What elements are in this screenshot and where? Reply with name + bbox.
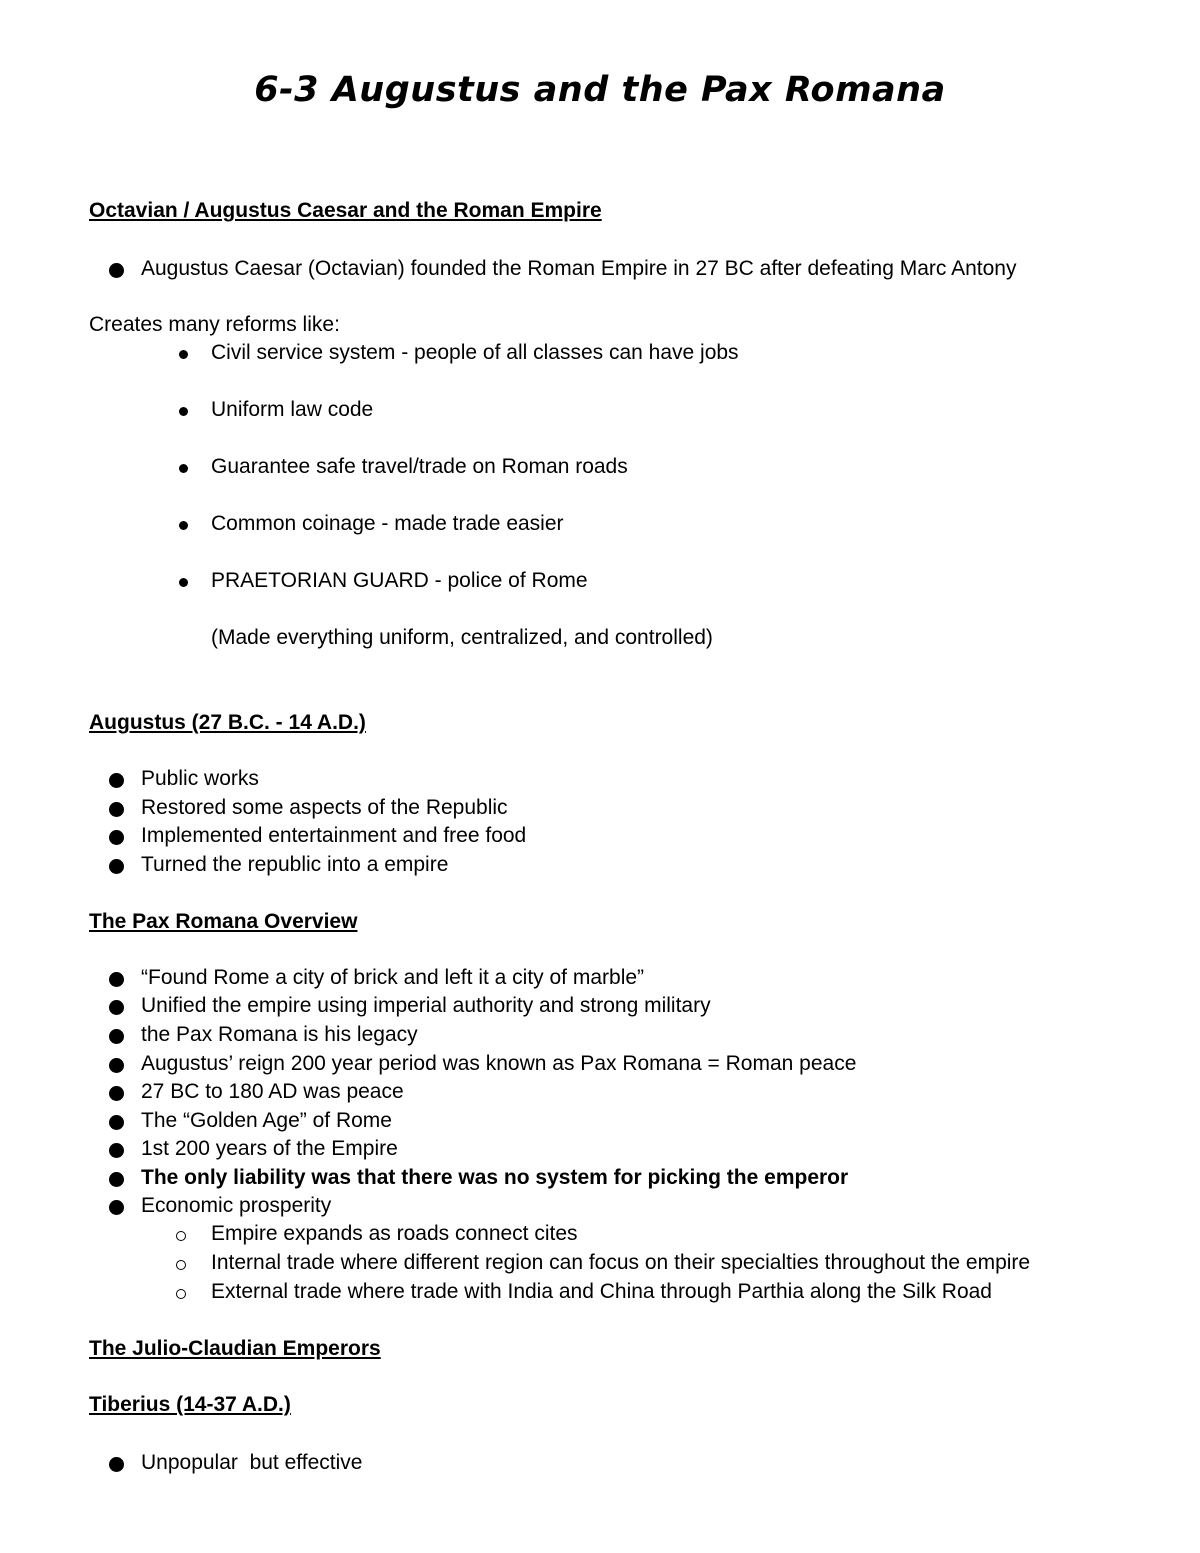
sub-bullet-icon bbox=[176, 1289, 186, 1299]
bullet-icon bbox=[109, 1172, 124, 1187]
reforms-note: (Made everything uniform, centralized, and controlled) bbox=[211, 626, 713, 649]
bullet-icon bbox=[109, 830, 124, 845]
bullet-icon bbox=[109, 1058, 124, 1073]
bullet-icon bbox=[109, 1143, 124, 1158]
sub-list-item: External trade where trade with India and China through Parthia along the Silk Road bbox=[211, 1280, 992, 1303]
bullet-icon bbox=[179, 407, 188, 416]
section-heading-tiberius: Tiberius (14-37 A.D.) bbox=[89, 1393, 291, 1416]
list-item: Augustus Caesar (Octavian) founded the Roman Empire in 27 BC after defeating Marc Antony bbox=[141, 257, 1017, 280]
bullet-icon bbox=[109, 1115, 124, 1130]
list-item-bold: The only liability was that there was no system for picking the emperor bbox=[141, 1166, 849, 1189]
sub-bullet-icon bbox=[176, 1231, 186, 1241]
list-item: Public works bbox=[141, 767, 259, 790]
sub-list-item: Internal trade where different region can focus on their specialties throughout the empire bbox=[211, 1251, 1031, 1274]
section-heading-julio-claudian: The Julio-Claudian Emperors bbox=[89, 1337, 381, 1360]
list-item: Unified the empire using imperial authority and strong military bbox=[141, 994, 711, 1017]
bullet-icon bbox=[109, 972, 124, 987]
section-heading-pax-romana: The Pax Romana Overview bbox=[89, 910, 358, 933]
bullet-icon bbox=[179, 350, 188, 359]
list-item: Restored some aspects of the Republic bbox=[141, 796, 508, 819]
list-item: Economic prosperity bbox=[141, 1194, 332, 1217]
bullet-icon bbox=[109, 1086, 124, 1101]
list-item: Civil service system - people of all classes can have jobs bbox=[211, 341, 739, 364]
bullet-icon bbox=[109, 802, 124, 817]
section-heading-octavian: Octavian / Augustus Caesar and the Roman Empire bbox=[89, 199, 602, 222]
list-item: Unpopular but effective bbox=[141, 1451, 363, 1474]
section-heading-augustus: Augustus (27 B.C. - 14 A.D.) bbox=[89, 711, 366, 734]
list-item: “Found Rome a city of brick and left it a city of marble” bbox=[141, 966, 645, 989]
list-item: Turned the republic into a empire bbox=[141, 853, 449, 876]
reforms-intro: Creates many reforms like: bbox=[89, 313, 340, 336]
bullet-icon bbox=[179, 521, 188, 530]
bullet-icon bbox=[109, 263, 124, 278]
bullet-icon bbox=[109, 773, 124, 788]
list-item: The “Golden Age” of Rome bbox=[141, 1109, 392, 1132]
list-item: 27 BC to 180 AD was peace bbox=[141, 1080, 404, 1103]
bullet-icon bbox=[179, 464, 188, 473]
sub-list-item: Empire expands as roads connect cites bbox=[211, 1222, 578, 1245]
list-item: Guarantee safe travel/trade on Roman roads bbox=[211, 455, 628, 478]
bullet-icon bbox=[109, 1457, 124, 1472]
list-item: Uniform law code bbox=[211, 398, 374, 421]
sub-bullet-icon bbox=[176, 1260, 186, 1270]
bullet-icon bbox=[179, 578, 188, 587]
list-item: the Pax Romana is his legacy bbox=[141, 1023, 418, 1046]
list-item: Augustus’ reign 200 year period was known as Pax Romana = Roman peace bbox=[141, 1052, 857, 1075]
list-item: PRAETORIAN GUARD - police of Rome bbox=[211, 569, 588, 592]
list-item: 1st 200 years of the Empire bbox=[141, 1137, 398, 1160]
page-title: 6-3 Augustus and the Pax Romana bbox=[254, 70, 946, 110]
bullet-icon bbox=[109, 1029, 124, 1044]
bullet-icon bbox=[109, 1200, 124, 1215]
list-item: Implemented entertainment and free food bbox=[141, 824, 527, 847]
bullet-icon bbox=[109, 1000, 124, 1015]
bullet-icon bbox=[109, 859, 124, 874]
list-item: Common coinage - made trade easier bbox=[211, 512, 564, 535]
